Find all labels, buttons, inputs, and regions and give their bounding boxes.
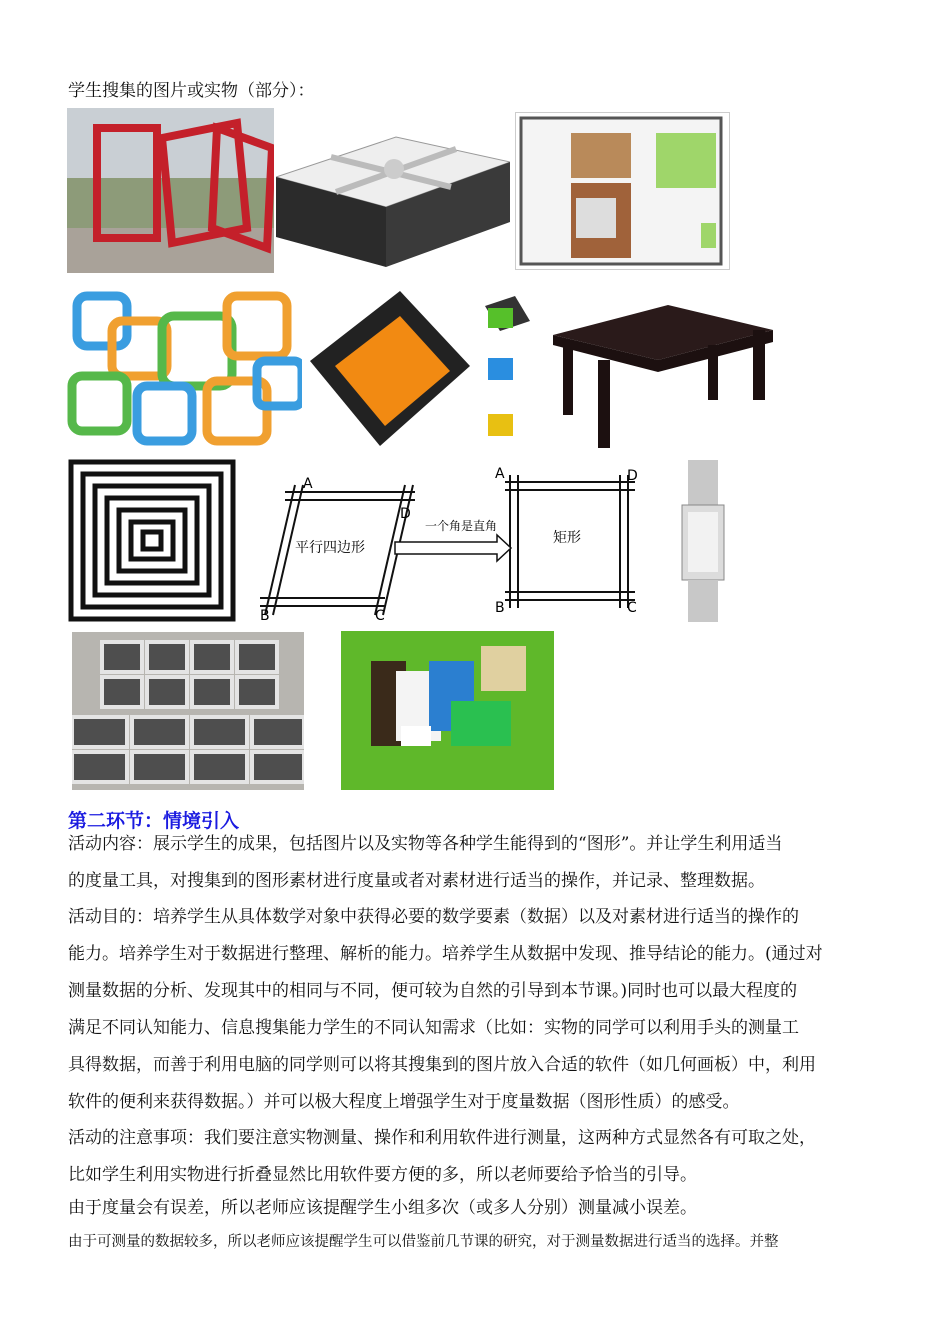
activity-content-paragraph — [68, 826, 884, 900]
label-a1: A — [303, 476, 313, 492]
text-line: 活动的注意事项：我们要注意实物测量、操作和利用软件进行测量，这两种方式显然各有可取之处， — [68, 1128, 816, 1148]
text-line: 能力。培养学生对于数据进行整理、解析的能力。培养学生从数据中发现、推导结论的能力。(通过对 — [68, 944, 823, 964]
label-b1: B — [260, 608, 270, 624]
squares-pattern-image — [67, 286, 302, 451]
sculpture-photo — [67, 108, 274, 273]
student-objects-photo — [341, 631, 554, 790]
label-d2: D — [627, 468, 638, 484]
section-heading: 第二环节：情境引入 — [68, 810, 240, 832]
text-line: 比如学生利用实物进行折叠显然比用软件要方便的多，所以老师要给予恰当的引导。 — [68, 1165, 697, 1185]
text-line: 满足不同认知能力、信息搜集能力学生的不同认知需求（比如：实物的同学可以利用手头的测量工 — [68, 1018, 799, 1038]
label-c1: C — [375, 608, 385, 624]
text-line: 具得数据，而善于利用电脑的同学则可以将其搜集到的图片放入合适的软件（如几何画板）中，利用 — [68, 1055, 816, 1075]
text-line: 活动目的：培养学生从具体数学对象中获得必要的数学要素（数据）以及对素材进行适当的操作的 — [68, 907, 799, 927]
activity-notes-paragraph — [68, 1120, 884, 1194]
label-b2: B — [495, 600, 505, 616]
text-line: 软件的便利来获得数据。）并可以极大程度上增强学生对于度量数据（图形性质）的感受。 — [68, 1092, 740, 1112]
text-line: 测量数据的分析、发现其中的相同与不同，便可较为自然的引导到本节课。)同时也可以最大程度的 — [68, 981, 798, 1001]
data-selection-paragraph — [68, 1228, 884, 1256]
maze-image — [67, 458, 237, 623]
label-a2: A — [495, 466, 505, 482]
text-line: 由于度量会有误差，所以老师应该提醒学生小组多次（或多人分别）测量减小误差。 — [68, 1198, 697, 1218]
floor-plan-image — [515, 112, 730, 270]
label-d1: D — [400, 506, 411, 522]
cubes-image — [305, 286, 537, 451]
parallelogram-label: 平行四边形 — [295, 540, 365, 556]
error-note-paragraph — [68, 1193, 884, 1223]
activity-purpose-paragraph — [68, 899, 884, 1121]
arrow-label: 一个角是直角 — [425, 519, 498, 533]
metal-tubes-photo — [72, 632, 304, 790]
watch-image — [678, 460, 728, 622]
text-line: 由于可测量的数据较多，所以老师应该提醒学生可以借鉴前几节课的研究，对于测量数据进行适当的选择。并整 — [68, 1234, 779, 1250]
figure-caption: 学生搜集的图片或实物（部分）： — [68, 81, 315, 101]
table-image — [548, 300, 778, 450]
label-c2: C — [627, 600, 637, 616]
rectangle-label: 矩形 — [553, 530, 581, 546]
text-line: 的度量工具，对搜集到的图形素材进行度量或者对素材进行适当的操作，并记录、整理数据。 — [68, 871, 765, 891]
gift-box-photo — [276, 117, 510, 267]
text-line: 活动内容：展示学生的成果，包括图片以及实物等各种学生能得到的“图形”。并让学生利用适当 — [68, 834, 783, 854]
parallelogram-to-rectangle-diagram — [255, 460, 655, 625]
